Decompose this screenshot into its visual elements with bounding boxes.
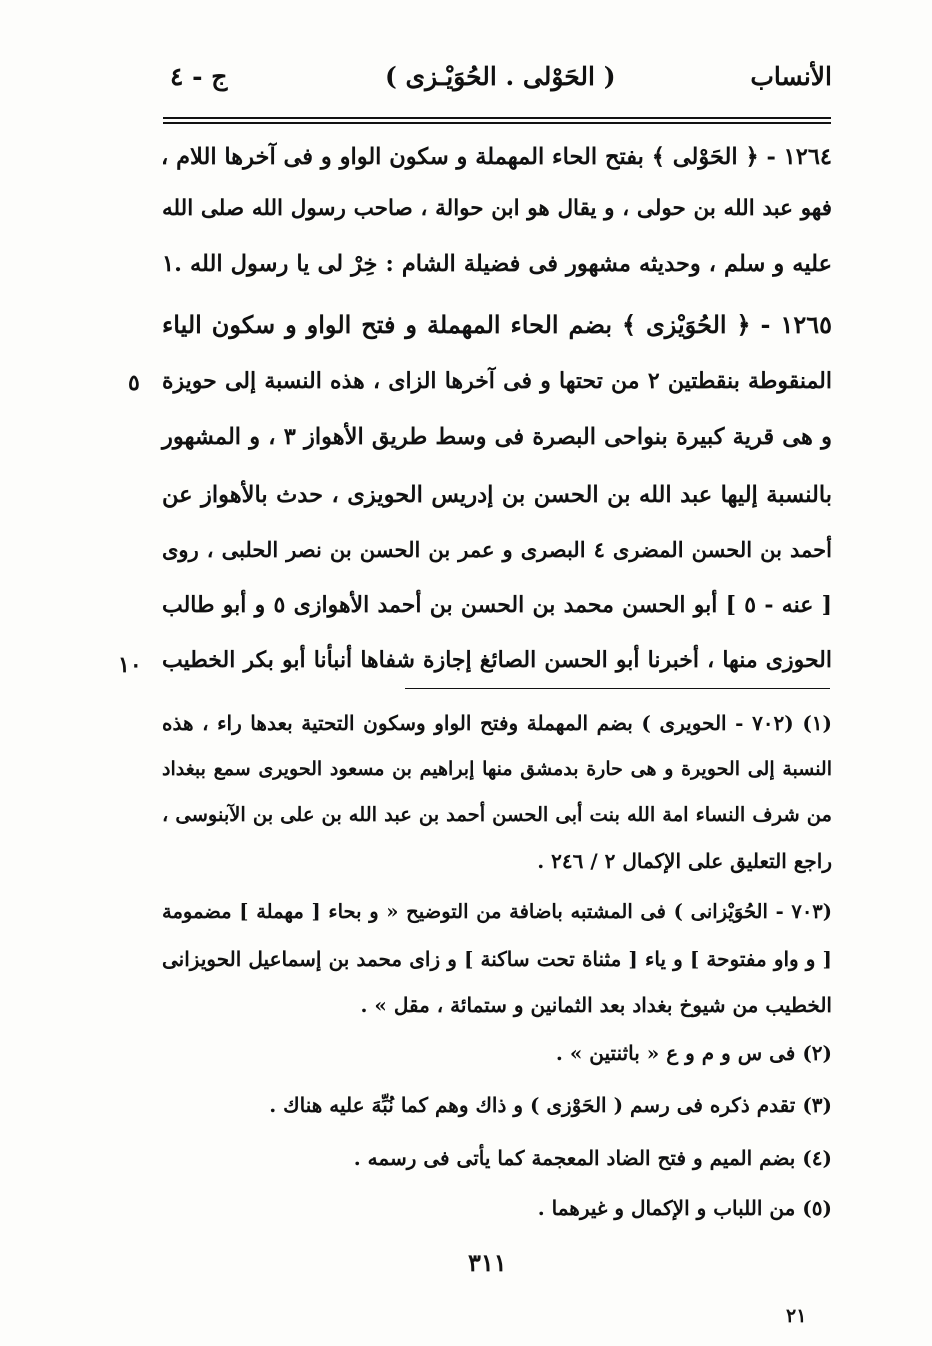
- footnote-line: من شرف النساء امة الله بنت أبى الحسن أحمد بن عبد الله بن على بن الآبنوسى ،: [162, 803, 832, 826]
- footnote-line: (٢) فى س و م و ع « باثنتين » .: [555, 1041, 832, 1065]
- body-line: [ عنه - ٥ ] أبو الحسن محمد بن الحسن بن أحمد الأهوازى ٥ و أبو طالب: [162, 592, 833, 618]
- footnote-line: [ و واو مفتوحة ] و ياء [ مثناة تحت ساكنة ] و زاى محمد بن إسماعيل الحويزانى: [162, 947, 832, 971]
- body-line: أحمد بن الحسن المضرى ٤ البصرى و عمر بن الحسن بن نصر الحلبى ، روى: [162, 537, 832, 562]
- body-line: الحوزى منها ، أخبرنا أبو الحسن الصائغ إجازة شفاها أنبأنا أبو بكر الخطيب: [162, 647, 832, 673]
- margin-line-number: ١٠: [118, 652, 142, 678]
- footnote-line: (٤) بضم الميم و فتح الضاد المعجمة كما يأتى فى رسمه .: [353, 1146, 832, 1170]
- header-rule-bottom: [163, 122, 831, 124]
- body-line: فهو عبد الله بن حولى ، و يقال هو ابن حوالة ، صاحب رسول الله صلى الله: [162, 196, 832, 221]
- header-book-name: الأنساب: [750, 62, 832, 91]
- margin-line-number: ٥: [128, 370, 140, 396]
- body-line: ١٢٦٤ - ﴿ الحَوْلى ﴾ بفتح الحاء المهملة و سكون الواو و فى آخرها اللام ،: [161, 144, 832, 170]
- footnote-line: النسبة إلى الحويرة و هى حارة بدمشق منها إبراهيم بن مسعود الحويرى سمع ببغداد: [162, 758, 832, 780]
- footnote-line: (٥) من اللباب و الإكمال و غيرهما .: [537, 1196, 832, 1220]
- body-line: ١٢٦٥ - ﴿ الحُوَيْزى ﴾ بضم الحاء المهملة و فتح الواو و سكون الياء: [162, 310, 833, 339]
- header-volume: ج - ٤: [170, 62, 228, 91]
- body-line: و هى قرية كبيرة بنواحى البصرة فى وسط طريق الأهواز ٣ ، و المشهور: [162, 424, 832, 450]
- footnote-line: (٣) تقدم ذكره فى رسم ( الحَوْزى ) و ذاك وهم كما نُبِّهَ عليه هناك .: [269, 1093, 832, 1117]
- footnote-separator: [405, 688, 830, 689]
- footnote-line: راجع التعليق على الإكمال ٢ / ٢٤٦ .: [537, 849, 832, 873]
- header-title: ( الحَوْلى . الحُوَيْـزى ): [385, 62, 616, 91]
- page-number: ٣١١: [468, 1248, 507, 1277]
- body-line: بالنسبة إليها عبد الله بن الحسن بن إدريس الحويزى ، حدث بالأهواز عن: [162, 482, 832, 508]
- footnote-line: (٧٠٣ - الحُوَيْزانى ) فى المشتبه باضافة من التوضيح « و بحاء [ مهملة ] مضمومة: [162, 900, 832, 923]
- body-line: المنقوطة بنقطتين ٢ من تحتها و فى آخرها الزاى ، هذه النسبة إلى حويزة: [162, 368, 833, 394]
- body-line: عليه و سلم ، وحديثه مشهور فى فضيلة الشام : خِرْ لى يا رسول الله .١: [162, 251, 832, 277]
- footnote-line: (١) (٧٠٢ - الحويرى ) بضم المهملة وفتح الواو وسكون التحتية بعدها راء ، هذه: [162, 711, 833, 735]
- footnote-line: الخطيب من شيوخ بغداد بعد الثمانين و ستمائة ، مقل » .: [360, 993, 832, 1017]
- signature-mark: ٢١: [786, 1305, 807, 1327]
- header-rule-top: [163, 117, 831, 119]
